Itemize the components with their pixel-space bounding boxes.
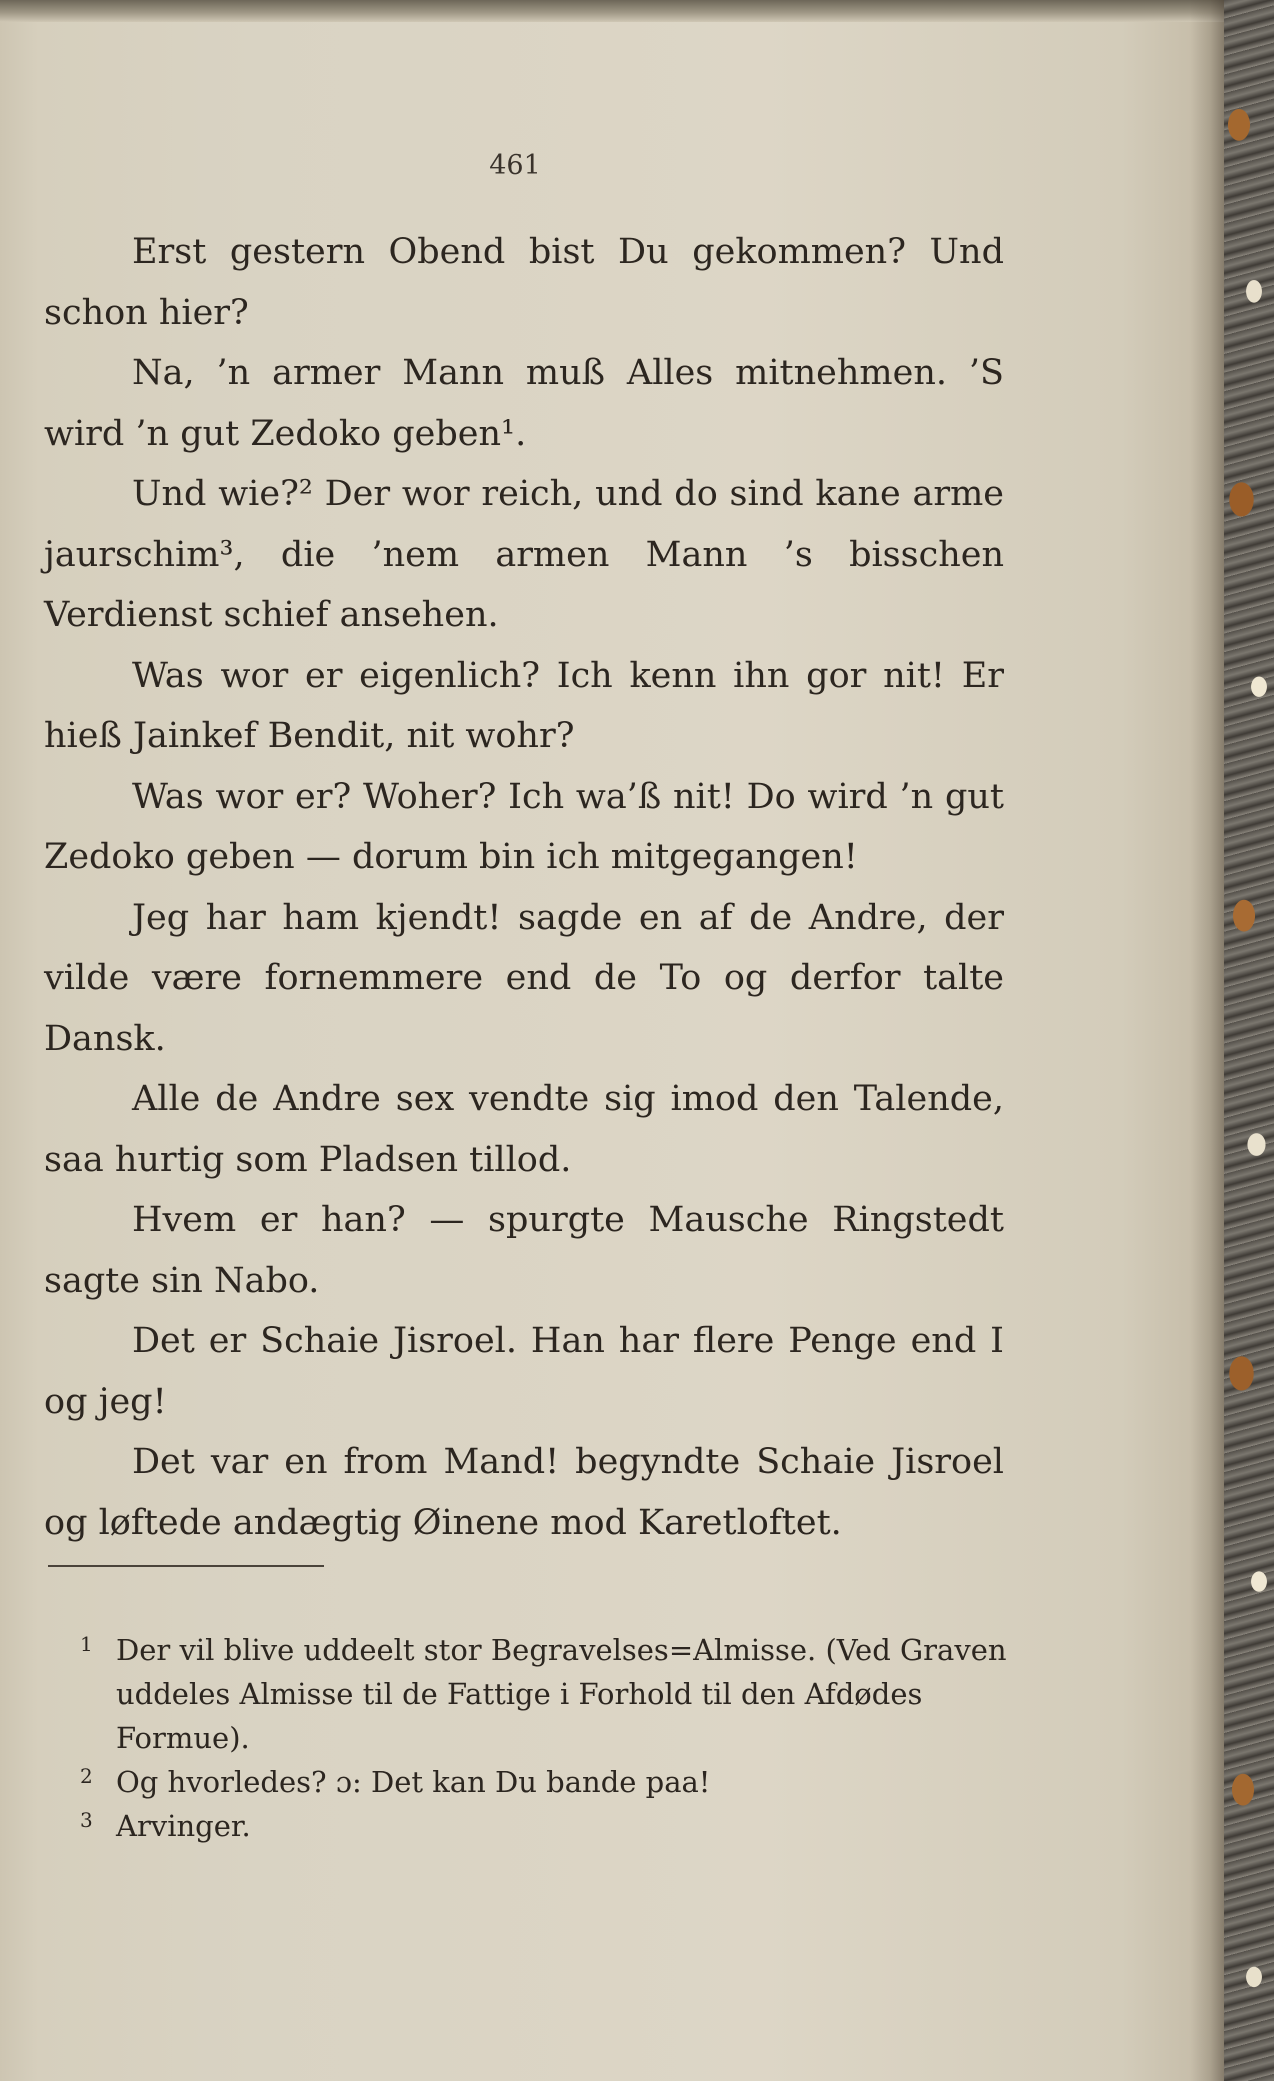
paragraph: Was wor er? Woher? Ich wa’ß nit! Do wird ’n gut Zedoko geben — dorum bin ich mitgegangen!: [44, 776, 1004, 877]
paragraph: Na, ’n armer Mann muß Alles mitnehmen. ’S wird ’n gut Zedoko geben¹.: [44, 353, 1004, 454]
paragraph: Und wie?² Der wor reich, und do sind kane arme jaurschim³, die ’nem armen Mann ’s bisschen Verdienst schief ansehen.: [44, 474, 1004, 635]
paragraph: Alle de Andre sex vendte sig imod den Talende, saa hurtig som Pladsen tillod.: [44, 1079, 1004, 1180]
main-text: [44, 222, 1004, 1553]
paragraph: Erst gestern Obend bist Du gekommen? Und schon hier?: [44, 232, 1004, 333]
paragraph: Hvem er han? — spurgte Mausche Ringstedt sagte sin Nabo.: [44, 1200, 1004, 1301]
footnote-rule: [48, 1565, 324, 1567]
footnote-text: Arvinger.: [116, 1809, 251, 1843]
footnote: [80, 1628, 1015, 1760]
footnote-marker: 2: [80, 1764, 93, 1788]
footnote: [80, 1760, 1015, 1804]
footnote-marker: 3: [80, 1808, 93, 1832]
page-number: 461: [489, 150, 541, 181]
marbled-book-edge: [1224, 0, 1274, 2081]
paragraph: Det var en from Mand! begyndte Schaie Jisroel og løftede andægtig Øinene mod Karetloftet.: [44, 1442, 1004, 1543]
footnote-text: Og hvorledes? ɔ: Det kan Du bande paa!: [116, 1765, 711, 1799]
footnote-marker: 1: [80, 1632, 93, 1656]
page-top-edge: [0, 0, 1274, 22]
footnotes: [80, 1628, 1015, 1848]
paragraph: Was wor er eigenlich? Ich kenn ihn gor nit! Er hieß Jainkef Bendit, nit wohr?: [44, 655, 1004, 756]
footnote: [80, 1804, 1015, 1848]
paragraph: Det er Schaie Jisroel. Han har flere Penge end I og jeg!: [44, 1321, 1004, 1422]
paragraph: Jeg har ham kjendt! sagde en af de Andre, der vilde være fornemmere end de To og derfor talte Dansk.: [44, 897, 1004, 1059]
gutter-shadow: [1190, 0, 1224, 2081]
footnote-text: Der vil blive uddeelt stor Begravelses=Almisse. (Ved Graven uddeles Almisse til de Fattige i Forhold til den Afdødes Formue).: [116, 1633, 1007, 1755]
